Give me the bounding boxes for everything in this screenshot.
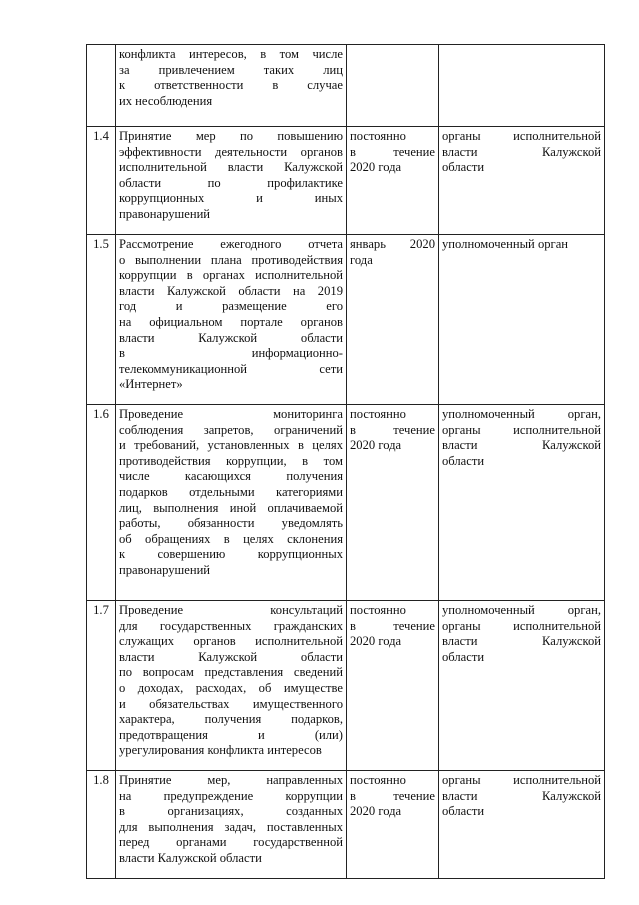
text-line: на официальном портале органов — [119, 314, 343, 329]
text-line: на предупреждение коррупции — [119, 788, 343, 803]
responsible-cell — [439, 405, 605, 601]
responsible-cell — [439, 127, 605, 235]
text-line: служащих органов исполнительной — [119, 634, 343, 649]
table-row — [87, 235, 605, 405]
text-line: исполнительной власти Калужской — [119, 160, 343, 175]
measure-description-cell — [116, 601, 347, 771]
text-line: в организациях, созданных — [119, 804, 343, 819]
text-line: власти Калужской области на 2019 — [119, 283, 343, 298]
text-line: телекоммуникационной сети — [119, 361, 343, 376]
text-line: органы исполнительной — [442, 618, 601, 633]
text-line: урегулирования конфликта интересов — [119, 743, 322, 758]
text-line: области — [442, 160, 485, 175]
deadline-cell — [347, 405, 439, 601]
text-line: области по профилактике — [119, 175, 343, 190]
measure-description-cell — [116, 771, 347, 879]
text-line: уполномоченный орган — [442, 237, 569, 251]
text-line: постоянно — [350, 407, 406, 421]
measure-description-cell — [116, 235, 347, 405]
text-line: и обязательствах имущественного — [119, 696, 343, 711]
text-line: год и размещение его — [119, 299, 343, 314]
text-line: коррупции в органах исполнительной — [119, 268, 343, 283]
row-number-cell: 1.4 — [87, 127, 116, 235]
table-row — [87, 405, 605, 601]
text-line: подарков отдельными категориями — [119, 484, 343, 499]
text-line: январь 2020 — [350, 237, 435, 251]
text-line: власти Калужской области — [119, 649, 343, 664]
responsible-cell — [439, 235, 605, 405]
text-line: для выполнения задач, поставленных — [119, 819, 343, 834]
row-number-cell: 1.7 — [87, 601, 116, 771]
text-line: противодействия коррупции, в том — [119, 453, 343, 468]
text-line: за привлечением таких лиц — [119, 62, 343, 77]
deadline-cell — [347, 127, 439, 235]
text-line: Рассмотрение ежегодного отчета — [119, 237, 343, 251]
text-line: органы исполнительной — [442, 773, 601, 787]
text-line: в информационно- — [119, 346, 343, 361]
text-line: Принятие мер, направленных — [119, 773, 343, 787]
row-number-cell: 1.6 — [87, 405, 116, 601]
text-line: власти Калужской области — [119, 330, 343, 345]
text-line: характера, получения подарков, — [119, 712, 343, 727]
responsible-cell — [439, 45, 605, 127]
text-line: соблюдения запретов, ограничений — [119, 422, 343, 437]
responsible-cell — [439, 601, 605, 771]
text-line: к ответственности в случае — [119, 78, 343, 93]
text-line: органы исполнительной — [442, 422, 601, 437]
text-line: области — [442, 804, 485, 819]
text-line: о выполнении плана противодействия — [119, 252, 343, 267]
measure-description-cell — [116, 127, 347, 235]
text-line: эффективности деятельности органов — [119, 144, 343, 159]
table-row — [87, 601, 605, 771]
text-line: и требований, установленных в целях — [119, 438, 343, 453]
text-line: правонарушений — [119, 562, 211, 577]
table-row — [87, 127, 605, 235]
text-line: в течение — [350, 144, 435, 159]
text-line: 2020 года — [350, 438, 402, 453]
text-line: власти Калужской — [442, 144, 601, 159]
text-line: года — [350, 252, 373, 267]
text-line: власти Калужской — [442, 438, 601, 453]
anticorruption-plan-table — [86, 44, 605, 879]
text-line: по вопросам представления сведений — [119, 665, 343, 680]
text-line: правонарушений — [119, 206, 211, 221]
deadline-cell — [347, 601, 439, 771]
text-line: об обращениях в целях склонения — [119, 531, 343, 546]
row-number-cell: 1.5 — [87, 235, 116, 405]
text-line: лиц, выполнения иной оплачиваемой — [119, 500, 343, 515]
text-line: области — [442, 453, 485, 468]
text-line: 2020 года — [350, 804, 402, 819]
text-line: постоянно — [350, 603, 406, 617]
text-line: числе касающихся получения — [119, 469, 343, 484]
row-number-cell: 1.8 — [87, 771, 116, 879]
text-line: в течение — [350, 618, 435, 633]
text-line: их несоблюдения — [119, 93, 213, 108]
text-line: конфликта интересов, в том числе — [119, 47, 343, 61]
text-line: уполномоченный орган, — [442, 407, 601, 421]
text-line: постоянно — [350, 773, 406, 787]
text-line: о доходах, расходах, об имуществе — [119, 680, 343, 695]
row-number-cell — [87, 45, 116, 127]
text-line: постоянно — [350, 129, 406, 143]
measure-description-cell — [116, 45, 347, 127]
text-line: Принятие мер по повышению — [119, 129, 343, 143]
text-line: власти Калужской — [442, 634, 601, 649]
table-body — [87, 45, 605, 879]
text-line: власти Калужской — [442, 788, 601, 803]
text-line: Проведение консультаций — [119, 603, 343, 617]
responsible-cell — [439, 771, 605, 879]
text-line: в течение — [350, 422, 435, 437]
text-line: Проведение мониторинга — [119, 407, 343, 421]
text-line: органы исполнительной — [442, 129, 601, 143]
deadline-cell — [347, 45, 439, 127]
measure-description-cell — [116, 405, 347, 601]
text-line: к совершению коррупционных — [119, 547, 343, 562]
text-line: 2020 года — [350, 634, 402, 649]
text-line: уполномоченный орган, — [442, 603, 601, 617]
table-row — [87, 45, 605, 127]
text-line: в течение — [350, 788, 435, 803]
text-line: власти Калужской области — [119, 850, 262, 865]
text-line: коррупционных и иных — [119, 191, 343, 206]
deadline-cell — [347, 235, 439, 405]
text-line: работы, обязанности уведомлять — [119, 516, 343, 531]
table-row — [87, 771, 605, 879]
text-line: области — [442, 649, 485, 664]
text-line: перед органами государственной — [119, 835, 343, 850]
text-line: 2020 года — [350, 160, 402, 175]
text-line: предотвращения и (или) — [119, 727, 343, 742]
deadline-cell — [347, 771, 439, 879]
text-line: для государственных гражданских — [119, 618, 343, 633]
text-line: «Интернет» — [119, 377, 183, 392]
